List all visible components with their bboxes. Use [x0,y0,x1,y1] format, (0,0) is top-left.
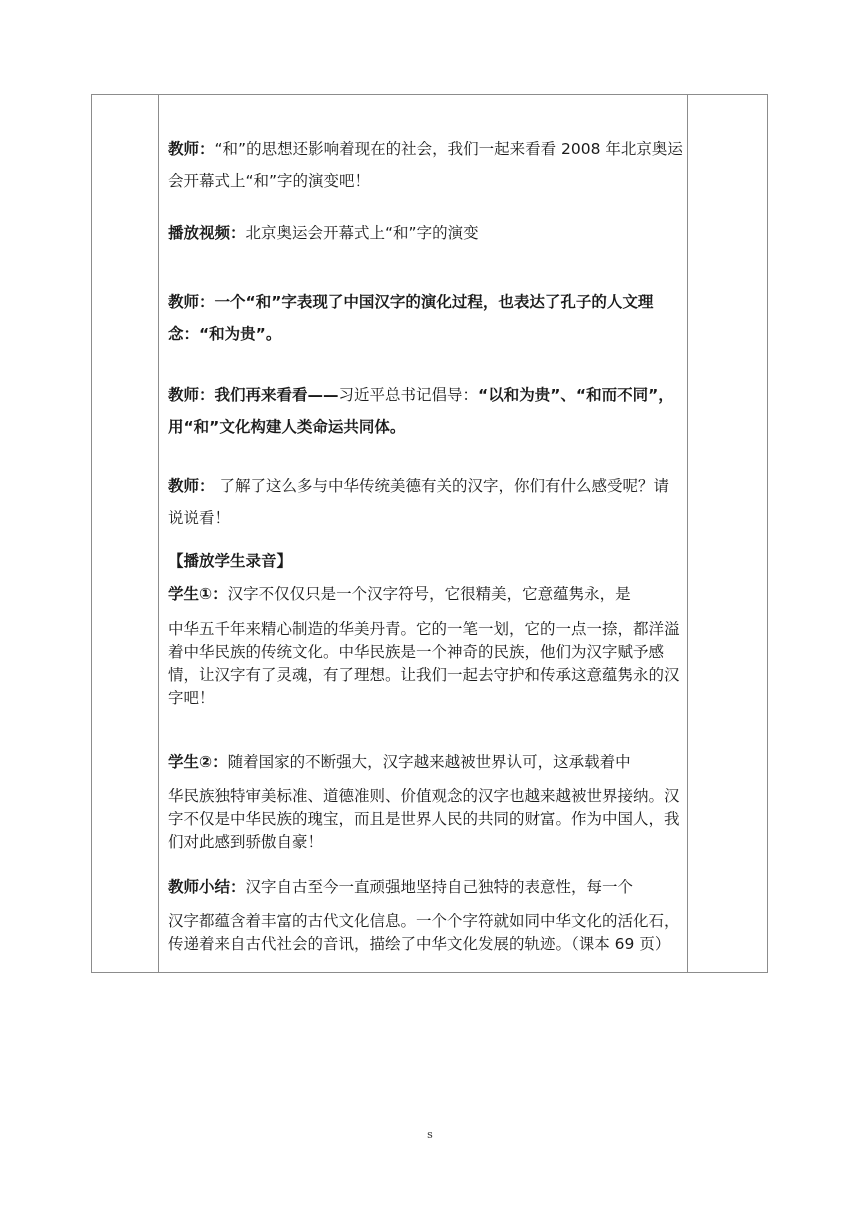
speaker-label: 学生②： [168,753,228,771]
speaker-label: 教师： [168,140,215,158]
paragraph-text: 汉字自古至今一直顽强地坚持自己独特的表意性，每一个 [245,878,634,896]
paragraph-text-bold: “以和为贵”、“和而不同”，用“和”文化构建人类命运共同体。 [168,386,674,436]
paragraph-text-bold: 我们再来看看—— [214,386,339,404]
paragraph-text: 习近平总书记倡导： [338,386,479,404]
teacher-paragraph-1 [168,133,684,197]
teacher-paragraph-2 [168,286,684,350]
play-video-paragraph [168,217,684,249]
table-column-content [159,95,688,972]
paragraph-text: 随着国家的不断强大，汉字越来越被世界认可，这承载着中 [227,753,631,771]
paragraph-text: “和”的思想还影响着现在的社会，我们一起来看看 2008 年北京奥运会开幕式上“和”字的演变吧！ [168,140,683,190]
teacher-summary-line-1 [168,871,684,903]
student-1-body: 中华五千年来精心制造的华美丹青。它的一笔一划，它的一点一捺，都洋溢着中华民族的传统文化。中华民族是一个神奇的民族，他们为汉字赋予感情，让汉字有了灵魂，有了理想。让我们一起去守护和传承这意蕴隽永的汉字吧！ [168,620,680,707]
table-column-left [92,95,159,972]
teacher-paragraph-4 [168,470,684,534]
table-column-right [688,95,767,972]
play-recording-heading: 【播放学生录音】 [168,552,293,570]
speaker-label: 教师： [168,386,215,404]
student-1-line-1 [168,578,684,610]
speaker-label: 教师小结： [168,878,246,896]
student-2-body: 华民族独特审美标准、道德准则、价值观念的汉字也越来越被世界接纳。汉字不仅是中华民族的瑰宝，而且是世界人民的共同的财富。作为中国人，我们对此感到骄傲自豪！ [168,787,680,851]
paragraph-text: 北京奥运会开幕式上“和”字的演变 [245,224,479,242]
page-number: s [427,1128,433,1141]
teacher-paragraph-3 [168,379,684,443]
student-2-line-1 [168,746,684,778]
teacher-summary-body: 汉字都蕴含着丰富的古代文化信息。一个个字符就如同中华文化的活化石，传递着来自古代社会的音讯，描绘了中华文化发展的轨迹。（课本 69 页） [168,912,680,953]
paragraph-text: 汉字不仅仅只是一个汉字符号，它很精美，它意蕴隽永，是 [227,585,631,603]
speaker-label: 播放视频： [168,224,246,242]
speaker-label: 学生①： [168,585,228,603]
speaker-label: 教师： [168,477,215,495]
paragraph-text: 了解了这么多与中华传统美德有关的汉字，你们有什么感受呢？请说说看！ [168,477,669,527]
paragraph-text: 一个“和”字表现了中国汉字的演化过程，也表达了孔子的人文理念：“和为贵”。 [168,293,654,343]
lesson-table [91,94,768,973]
speaker-label: 教师： [168,293,215,311]
